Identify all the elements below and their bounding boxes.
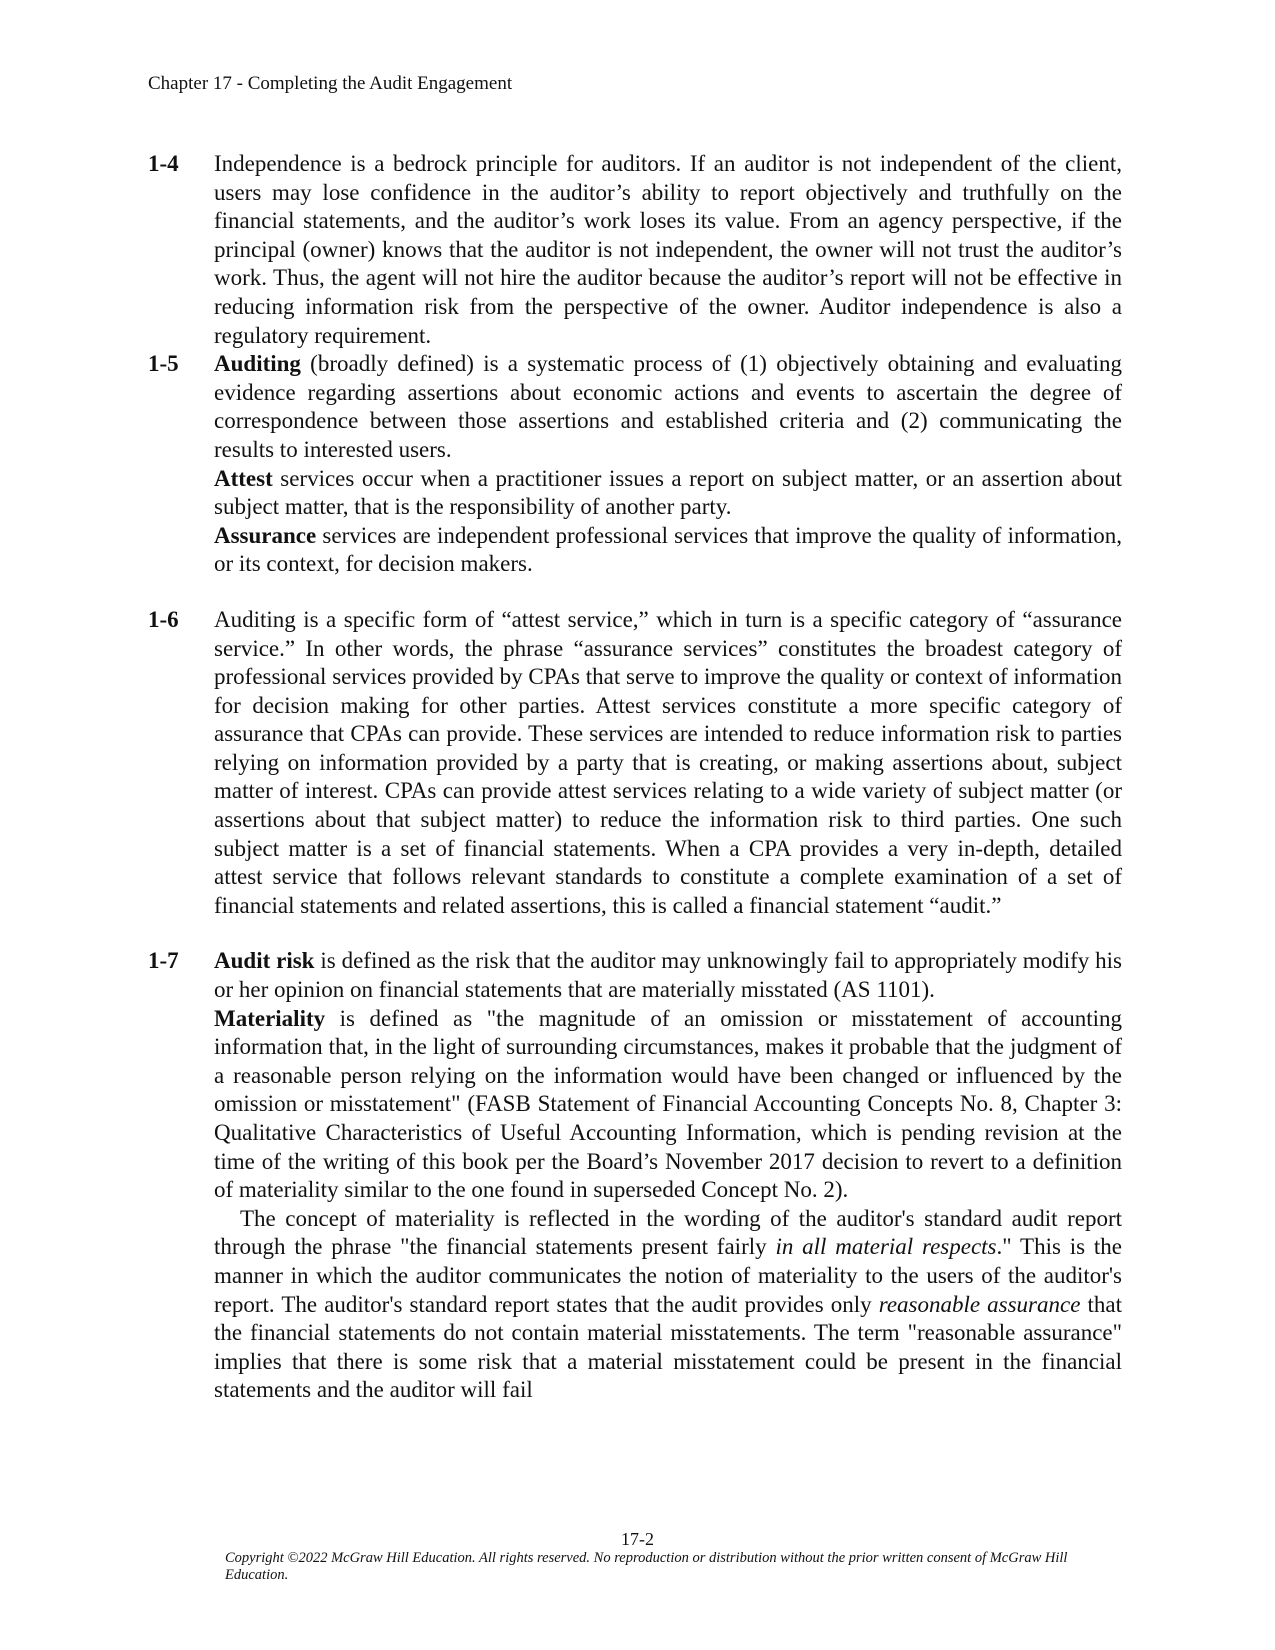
- chapter-header: Chapter 17 - Completing the Audit Engagement: [148, 73, 513, 94]
- item-number: 1-6: [148, 606, 179, 632]
- answer-item-1-7: [148, 947, 1122, 1405]
- text-run: ." This is the manner in which the auditor communicates the notion of materiality to the users of the auditor's report. The auditor's standard report states that the audit provides only: [214, 1234, 1122, 1317]
- copyright-notice: Copyright ©2022 McGraw Hill Education. All rights reserved. No reproduction or distribution without the prior written consent of McGraw Hill Education.: [225, 1550, 1068, 1583]
- definition-assurance: services are independent professional services that improve the quality of information, or its context, for decision makers.: [214, 522, 1122, 577]
- answer-item-1-6: [148, 606, 1122, 921]
- definition-materiality: is defined as "the magnitude of an omission or misstatement of accounting information that, in the light of surrounding circumstances, makes it probable that the judgment of a reasonable person relying on the information would have been changed or influenced by the omission or misstatement" (FASB Statement of Financial Accounting Concepts No. 8, Chapter 3: Qualitative Characteristics of Useful Accounting Information, which is pending revision at the time of the writing of this book per the Board’s November 2017 decision to revert to a definition of materiality similar to the one found in superseded Concept No. 2).: [214, 1005, 1122, 1203]
- definition-attest: services occur when a practitioner issues a report on subject matter, or an assertion about subject matter, that is the responsibility of another party.: [214, 465, 1122, 520]
- italic-phrase: in all material respects: [775, 1234, 997, 1260]
- answer-item-1-5: [148, 350, 1122, 579]
- answer-item-1-4: [148, 150, 1122, 350]
- paragraph-auditing: [214, 350, 1122, 464]
- item-number: 1-5: [148, 351, 179, 377]
- item-body: [214, 947, 1122, 1405]
- document-body: [148, 150, 1122, 1405]
- definition-auditing: (broadly defined) is a systematic process of (1) objectively obtaining and evaluating evidence regarding assertions about economic actions and events to ascertain the degree of correspondence between those assertions and established criteria and (2) communicating the results to interested users.: [214, 351, 1122, 462]
- item-body: [214, 350, 1122, 579]
- paragraph: Independence is a bedrock principle for auditors. If an auditor is not independent of the client, users may lose confidence in the auditor’s ability to report objectively and truthfully on the financial statements, and the auditor’s work loses its value. From an agency perspective, if the principal (owner) knows that the auditor is not independent, the owner will not trust the auditor’s work. Thus, the agent will not hire the auditor because the auditor’s report will not be effective in reducing information risk from the perspective of the owner. Auditor independence is also a regulatory requirement.: [214, 151, 1122, 348]
- item-number: 1-4: [148, 151, 179, 176]
- spacer: [148, 920, 1122, 947]
- term-auditing: Auditing: [214, 351, 301, 377]
- text-run: that the financial statements do not contain material misstatements. The term "reasonable assurance" implies that there is some risk that a material misstatement could be present in the financial statements and the auditor will fail: [214, 1291, 1122, 1403]
- item-number: 1-7: [148, 948, 179, 974]
- paragraph-materiality: [214, 1005, 1122, 1205]
- paragraph-attest: [214, 465, 1122, 522]
- spacer: [148, 579, 1122, 606]
- paragraph-audit-risk: [214, 947, 1122, 1004]
- term-assurance: Assurance: [214, 522, 317, 548]
- paragraph-assurance: [214, 522, 1122, 579]
- paragraph-materiality-concept: [214, 1205, 1122, 1405]
- term-materiality: Materiality: [214, 1005, 326, 1031]
- text-run: The concept of materiality is reflected in the wording of the auditor's standard audit report through the phrase "the financial statements present fairly: [214, 1205, 1122, 1260]
- paragraph: Auditing is a specific form of “attest service,” which in turn is a specific category of “assurance service.” In other words, the phrase “assurance services” constitutes the broadest category of professional services provided by CPAs that serve to improve the quality or context of information for decision making for other parties. Attest services constitute a more specific category of assurance that CPAs can provide. These services are intended to reduce information risk to parties relying on information provided by a party that is creating, or making assertions about, subject matter of interest. CPAs can provide attest services relating to a wide variety of subject matter (or assertions about that subject matter) to reduce the information risk to third parties. One such subject matter is a set of financial statements. When a CPA provides a very in-depth, detailed attest service that follows relevant standards to constitute a complete examination of a set of financial statements and related assertions, this is called a financial statement “audit.”: [214, 606, 1122, 918]
- definition-audit-risk: is defined as the risk that the auditor may unknowingly fail to appropriately modify his or her opinion on financial statements that are materially misstated (AS 1101).: [214, 948, 1122, 1003]
- term-attest: Attest: [214, 465, 273, 491]
- item-body: [214, 606, 1122, 921]
- italic-phrase: reasonable assurance: [878, 1291, 1081, 1317]
- term-audit-risk: Audit risk: [214, 948, 315, 974]
- page-number: 17-2: [621, 1529, 654, 1549]
- item-body: [214, 150, 1122, 350]
